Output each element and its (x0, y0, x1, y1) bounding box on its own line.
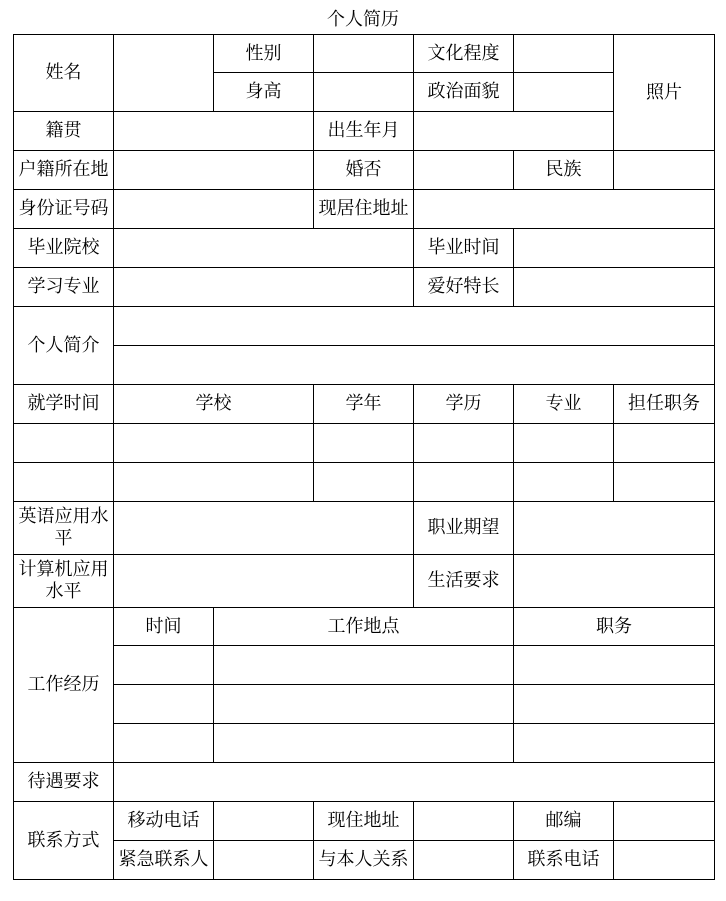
field-political-status[interactable] (514, 73, 614, 112)
work-row (14, 724, 715, 763)
header-work-time: 时间 (114, 608, 214, 646)
label-hobbies: 爱好特长 (414, 268, 514, 307)
work-row (14, 646, 715, 685)
field-emergency-contact[interactable] (214, 841, 314, 880)
header-school-year: 学年 (314, 385, 414, 424)
photo-box[interactable]: 照片 (614, 35, 715, 151)
edu-position-cell[interactable] (614, 463, 715, 502)
work-position-cell[interactable] (514, 724, 715, 763)
label-native-place: 籍贯 (14, 112, 114, 151)
label-emergency-contact: 紧急联系人 (114, 841, 214, 880)
resume-form-table (13, 34, 715, 880)
label-height: 身高 (214, 73, 314, 112)
label-mobile-phone: 移动电话 (114, 802, 214, 841)
field-mobile-phone[interactable] (214, 802, 314, 841)
label-present-address: 现住地址 (314, 802, 414, 841)
edu-position-cell[interactable] (614, 424, 715, 463)
label-english-level: 英语应用水平 (14, 502, 114, 555)
field-household-location[interactable] (114, 151, 314, 190)
work-location-cell[interactable] (214, 685, 514, 724)
work-row (14, 685, 715, 724)
header-work-location: 工作地点 (214, 608, 514, 646)
edu-school-cell[interactable] (114, 424, 314, 463)
label-career-expectation: 职业期望 (414, 502, 514, 555)
field-ethnicity[interactable] (614, 151, 715, 190)
label-id-number: 身份证号码 (14, 190, 114, 229)
education-row (14, 463, 715, 502)
header-school: 学校 (114, 385, 314, 424)
field-marital-status[interactable] (414, 151, 514, 190)
work-location-cell[interactable] (214, 646, 514, 685)
edu-school-cell[interactable] (114, 463, 314, 502)
label-work-experience: 工作经历 (14, 608, 114, 763)
field-graduation-time[interactable] (514, 229, 715, 268)
field-salary-requirements[interactable] (114, 763, 715, 802)
work-location-cell[interactable] (214, 724, 514, 763)
edu-year-cell[interactable] (314, 463, 414, 502)
header-work-position: 职务 (514, 608, 715, 646)
edu-major-cell[interactable] (514, 424, 614, 463)
label-postcode: 邮编 (514, 802, 614, 841)
edu-year-cell[interactable] (314, 424, 414, 463)
field-education-level[interactable] (514, 35, 614, 73)
label-graduate-school: 毕业院校 (14, 229, 114, 268)
field-contact-phone[interactable] (614, 841, 715, 880)
field-english-level[interactable] (114, 502, 414, 555)
edu-period-cell[interactable] (14, 424, 114, 463)
field-introduction-line-2[interactable] (114, 346, 715, 385)
page-title: 个人简历 (327, 9, 399, 30)
work-time-cell[interactable] (114, 724, 214, 763)
header-study-major: 专业 (514, 385, 614, 424)
label-contact-phone: 联系电话 (514, 841, 614, 880)
field-computer-level[interactable] (114, 555, 414, 608)
label-household-location: 户籍所在地 (14, 151, 114, 190)
field-relationship[interactable] (414, 841, 514, 880)
label-life-requirements: 生活要求 (414, 555, 514, 608)
label-education-level: 文化程度 (414, 35, 514, 73)
field-native-place[interactable] (114, 112, 314, 151)
label-marital-status: 婚否 (314, 151, 414, 190)
edu-major-cell[interactable] (514, 463, 614, 502)
education-row (14, 424, 715, 463)
label-introduction: 个人简介 (14, 307, 114, 385)
label-contact: 联系方式 (14, 802, 114, 880)
work-position-cell[interactable] (514, 646, 715, 685)
label-ethnicity: 民族 (514, 151, 614, 190)
label-graduation-time: 毕业时间 (414, 229, 514, 268)
field-life-requirements[interactable] (514, 555, 715, 608)
field-graduate-school[interactable] (114, 229, 414, 268)
header-position-held: 担任职务 (614, 385, 715, 424)
edu-degree-cell[interactable] (414, 463, 514, 502)
label-major: 学习专业 (14, 268, 114, 307)
header-degree: 学历 (414, 385, 514, 424)
label-birth-date: 出生年月 (314, 112, 414, 151)
field-postcode[interactable] (614, 802, 715, 841)
field-introduction-line-1[interactable] (114, 307, 715, 346)
header-study-period: 就学时间 (14, 385, 114, 424)
label-name: 姓名 (14, 35, 114, 112)
label-computer-level: 计算机应用水平 (14, 555, 114, 608)
work-time-cell[interactable] (114, 685, 214, 724)
work-time-cell[interactable] (114, 646, 214, 685)
edu-degree-cell[interactable] (414, 424, 514, 463)
label-salary-requirements: 待遇要求 (14, 763, 114, 802)
field-gender[interactable] (314, 35, 414, 73)
field-height[interactable] (314, 73, 414, 112)
field-name[interactable] (114, 35, 214, 112)
field-id-number[interactable] (114, 190, 314, 229)
label-relationship: 与本人关系 (314, 841, 414, 880)
field-present-address[interactable] (414, 802, 514, 841)
field-major[interactable] (114, 268, 414, 307)
label-current-address: 现居住地址 (314, 190, 414, 229)
field-current-address[interactable] (414, 190, 715, 229)
work-position-cell[interactable] (514, 685, 715, 724)
edu-period-cell[interactable] (14, 463, 114, 502)
field-birth-date[interactable] (414, 112, 614, 151)
label-gender: 性别 (214, 35, 314, 73)
field-career-expectation[interactable] (514, 502, 715, 555)
label-political-status: 政治面貌 (414, 73, 514, 112)
field-hobbies[interactable] (514, 268, 715, 307)
